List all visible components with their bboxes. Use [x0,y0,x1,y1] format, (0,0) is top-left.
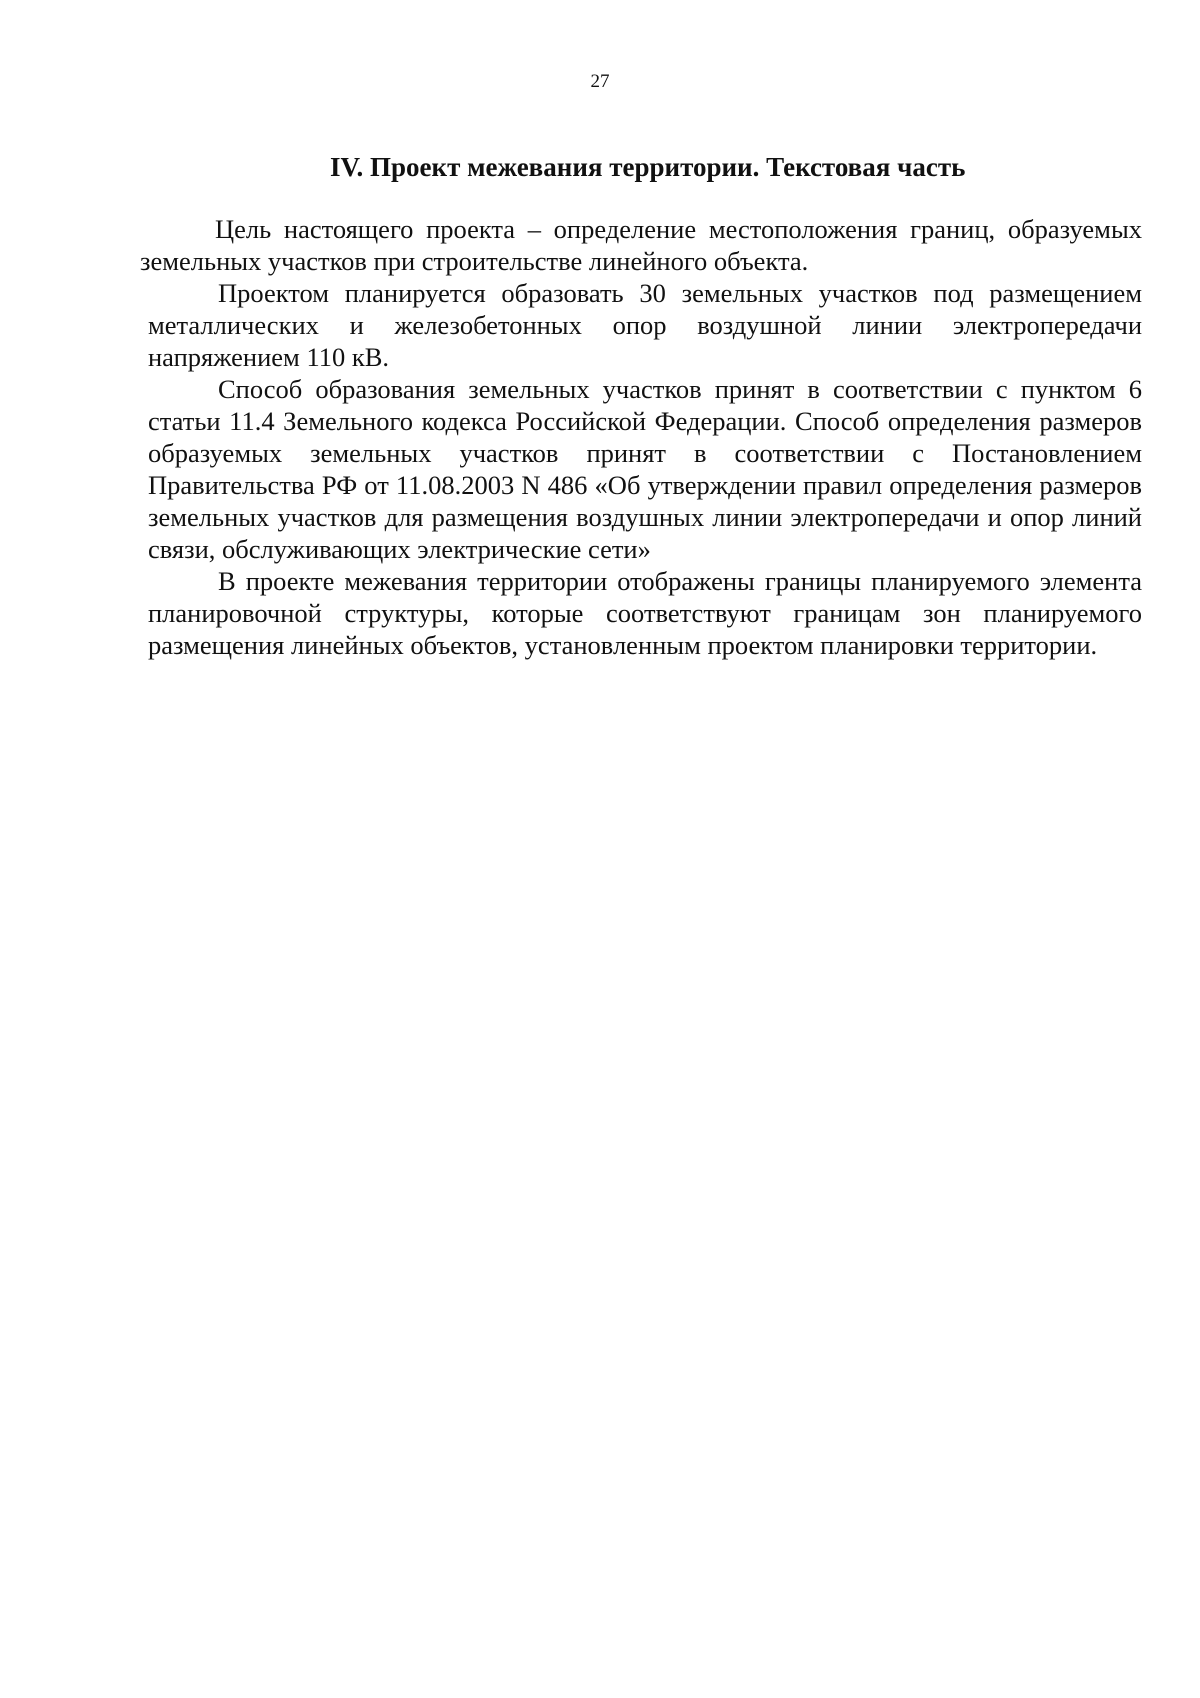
paragraph-boundaries: В проекте межевания территории отображены границы планируемого элемента планировочной структуры, которые соответствуют границам зон планируемого размещения линейных объектов, установленным проектом планировки территории. [148,566,1142,660]
paragraph-plots-count: Проектом планируется образовать 30 земельных участков под размещением металлических и железобетонных опор воздушной линии электропередачи напряжением 110 кВ. [148,278,1142,372]
section-title: IV. Проект межевания территории. Текстовая часть [330,152,966,182]
paragraph-purpose: Цель настоящего проекта – определение местоположения границ, образуемых земельных участков при строительстве линейного объекта. [140,214,1142,276]
paragraph-formation-method: Способ образования земельных участков принят в соответствии с пунктом 6 статьи 11.4 Земельного кодекса Российской Федерации. Способ определения размеров образуемых земельных участков принят в соответствии с Постановлением Правительства РФ от 11.08.2003 N 486 «Об утверждении правил определения размеров земельных участков для размещения воздушных линии электропередачи и опор линий связи, обслуживающих электрические сети» [148,374,1142,564]
page-number: 27 [590,71,610,92]
